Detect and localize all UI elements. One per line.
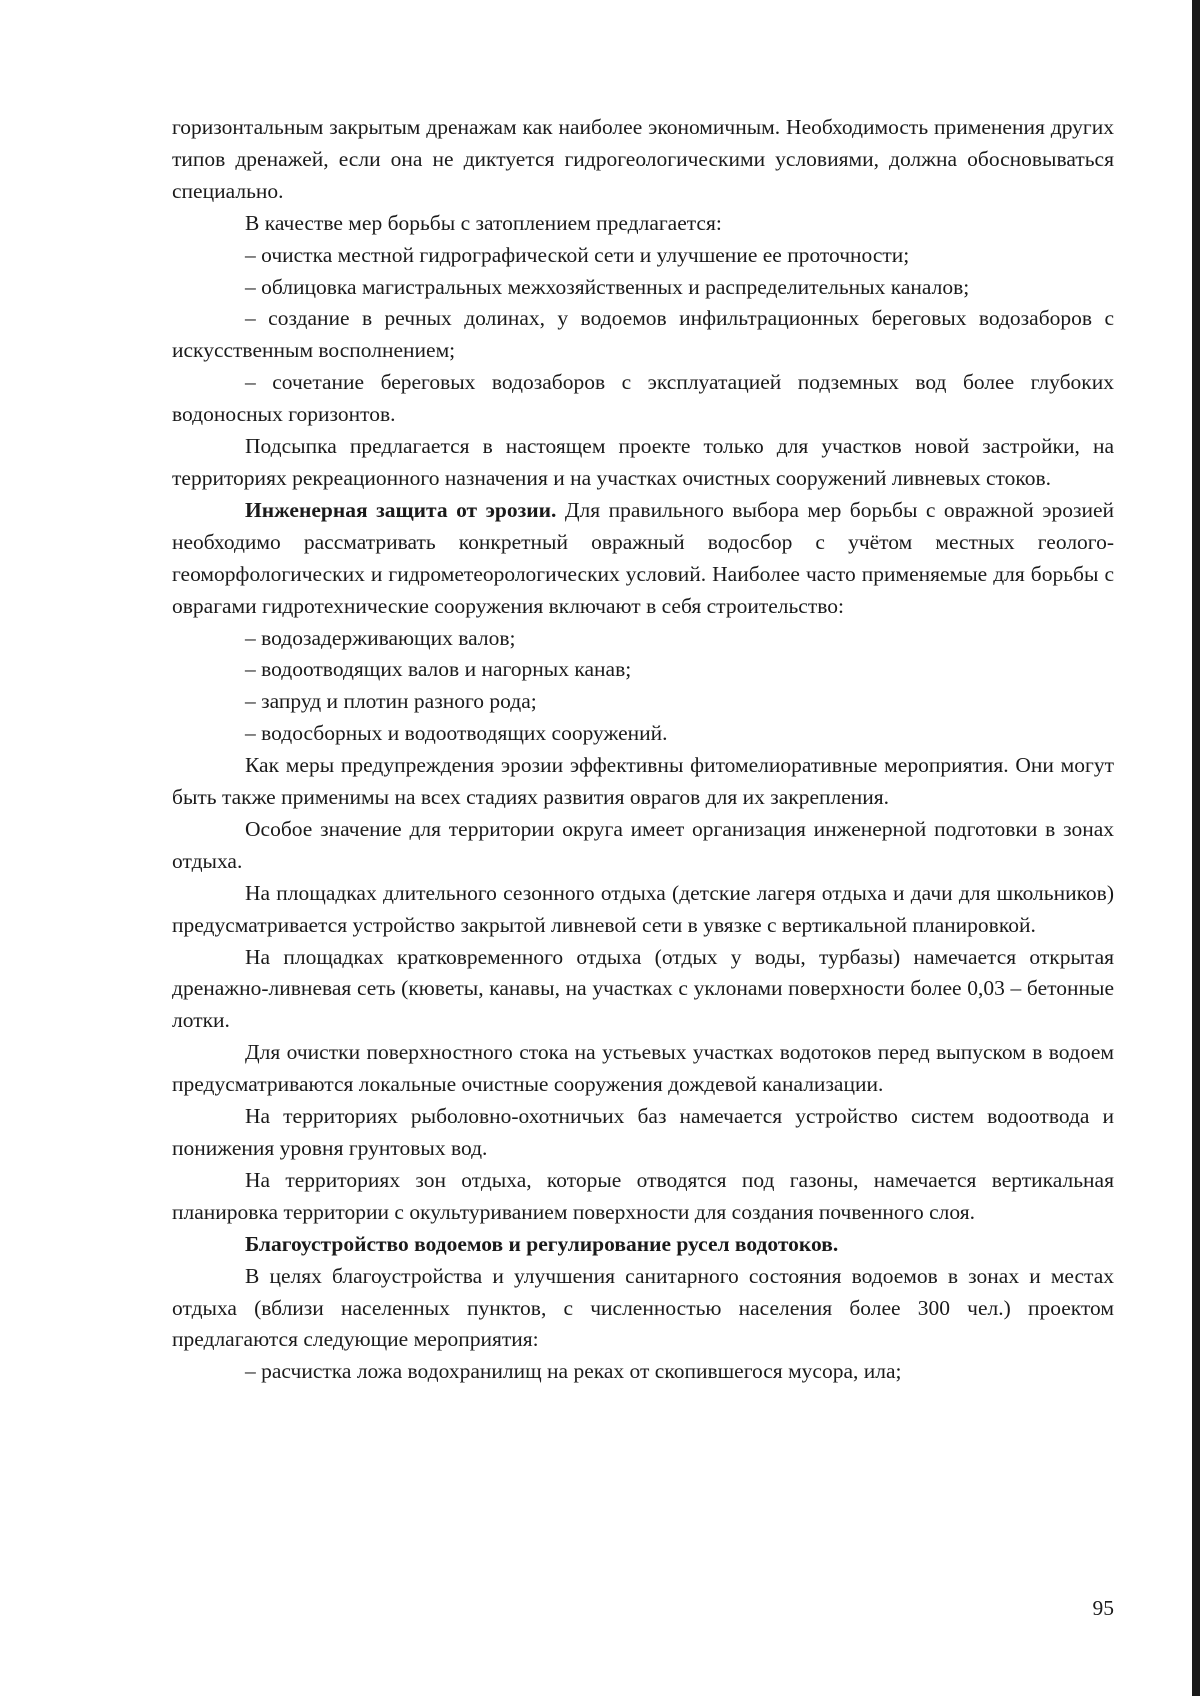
list-item: – очистка местной гидрографической сети и улучшение ее проточности; (245, 242, 910, 267)
paragraph-cleaning: Для очистки поверхностного стока на устьевых участках водотоков перед выпуском в водоем предусматриваются локальные очистные сооружения дождевой канализации. (172, 1040, 1114, 1097)
paragraph-lawns: На территориях зон отдыха, которые отводятся под газоны, намечается вертикальная планировка территории с окультуриванием поверхности для создания почвенного слоя. (172, 1167, 1114, 1224)
paragraph-longrest: На площадках длительного сезонного отдыха (детские лагеря отдыха и дачи для школьников) предусматривается устройство закрытой ливневой сети в увязке с вертикальной планировкой. (172, 880, 1114, 937)
list-item: – водоотводящих валов и нагорных канав; (245, 657, 632, 682)
erosion-text: Для правильного выбора мер борьбы с овражной эрозией необходимо рассматривать конкретный овражный водосбор с учётом местных геолого-геоморфологических и гидрометеорологических условий. Наиболее часто применяемые для борьбы с оврагами гидротехнические сооружения включают в себя строительство: (172, 497, 1115, 618)
paragraph-special: Особое значение для территории округа имеет организация инженерной подготовки в зонах отдыха. (172, 816, 1114, 873)
paragraph-fishing: На территориях рыболовно-охотничьих баз намечается устройство систем водоотвода и понижения уровня грунтовых вод. (172, 1104, 1114, 1160)
paragraph-flood-intro: В качестве мер борьбы с затоплением предлагается: (245, 210, 722, 235)
erosion-measures-list (172, 623, 1114, 751)
erosion-heading: Инженерная защита от эрозии. (245, 497, 557, 522)
paragraph-erosion (172, 495, 1114, 623)
list-item: – сочетание береговых водозаборов с эксплуатацией подземных вод более глубоких водоносных горизонтов. (172, 370, 1114, 427)
paragraph-fill: Подсыпка предлагается в настоящем проекте только для участков новой застройки, на территориях рекреационного назначения и на участках очистных сооружений ливневых стоков. (172, 434, 1114, 490)
paragraph-drainage-end: горизонтальным закрытым дренажам как наиболее экономичным. Необходимость применения других типов дренажей, если она не диктуется гидрогеологическими условиями, должна обосновываться специально. (172, 115, 1114, 203)
paragraph-improvement: В целях благоустройства и улучшения санитарного состояния водоемов в зонах и местах отдыха (вблизи населенных пунктов, с численностью населения более 300 чел.) проектом предлагаются следующие мероприятия: (172, 1263, 1114, 1352)
page-number: 95 (1092, 1596, 1114, 1620)
body-text (172, 112, 1114, 1388)
list-item: – водосборных и водоотводящих сооружений. (245, 721, 668, 746)
list-item: – создание в речных долинах, у водоемов инфильтрационных береговых водозаборов с искусственным восполнением; (172, 306, 1114, 363)
improvement-heading: Благоустройство водоемов и регулирование русел водотоков. (245, 1231, 839, 1256)
flood-measures-list (172, 240, 1114, 431)
list-item: – запруд и плотин разного рода; (245, 689, 537, 714)
list-item: – облицовка магистральных межхозяйственных и распределительных каналов; (245, 274, 970, 299)
list-item: – расчистка ложа водохранилищ на реках от скопившегося мусора, ила; (245, 1359, 902, 1384)
paragraph-phyto: Как меры предупреждения эрозии эффективны фитомелиоративные мероприятия. Они могут быть также применимы на всех стадиях развития оврагов для их закрепления. (172, 753, 1114, 810)
improvement-measures-list (172, 1356, 1114, 1388)
page-edge-border (1192, 0, 1200, 1696)
paragraph-shortrest: На площадках кратковременного отдыха (отдых у воды, турбазы) намечается открытая дренажно-ливневая сеть (кюветы, канавы, на участках с уклонами поверхности более 0,03 – бетонные лотки. (172, 944, 1114, 1033)
list-item: – водозадерживающих валов; (245, 625, 516, 650)
